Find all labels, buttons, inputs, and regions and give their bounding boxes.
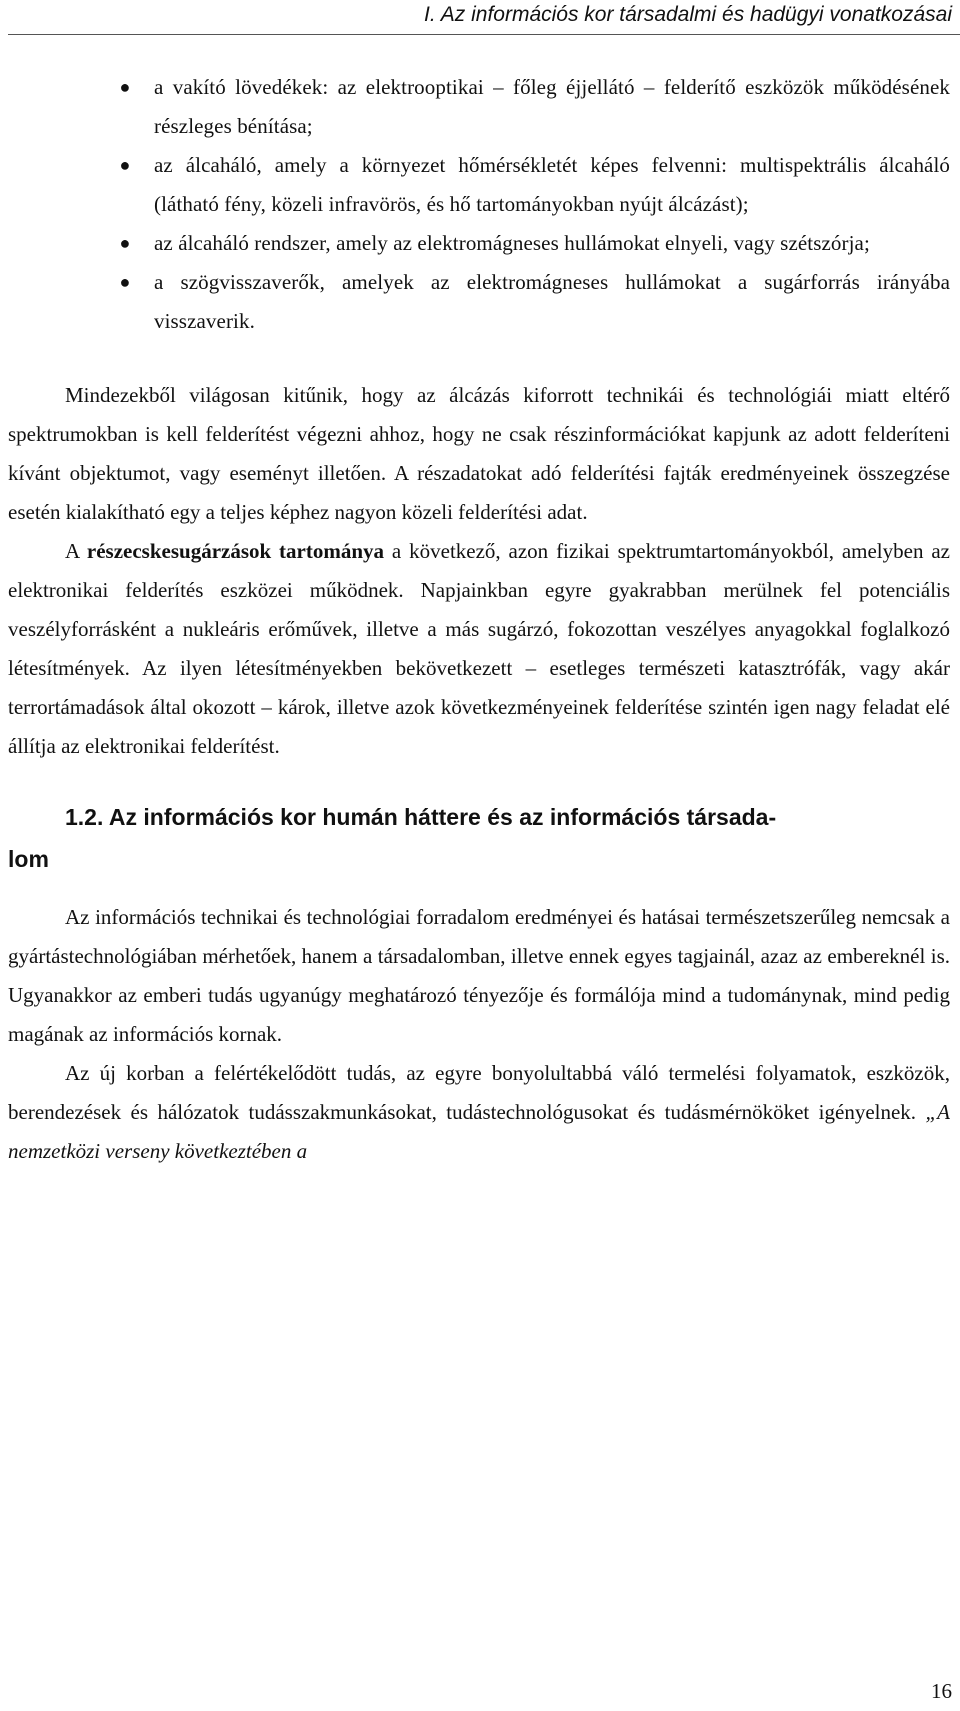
spacer [8,341,950,376]
header-divider [8,34,960,35]
bullet-icon: ● [119,233,131,253]
bullet-icon: ● [119,77,131,97]
list-item [119,224,950,263]
paragraph-text: a következő, azon fizikai spektrumtartományokból, amelyben az elektronikai felderítés eszközei működnek. Napjainkban egyre gyakrabban merülnek fel potenciális veszélyforrásként a nukleáris erőművek, illetve a más sugárzó, fokozottan veszélyes anyagokkal foglalkozó létesítmények. Az ilyen létesítményekben bekövetkezett – esetleges természeti katasztrófák, vagy akár terrortámadások által okozott – károk, illetve azok következményeinek felderítése szintén igen nagy feladat elé állítja az elektronikai felderítést. [8,539,950,758]
list-item-text: az álcaháló, amely a környezet hőmérsékletét képes felvenni: multispektrális álcaháló (látható fény, közeli infravörös, és hő tartományokban nyújt álcázást); [154,153,950,216]
bullet-icon: ● [119,272,131,292]
section-title: Az információs kor humán háttere és az információs társada- [108,804,777,830]
paragraph-text: A [65,539,87,563]
italic-quote: „A nemzetközi verseny következtében a [8,1100,950,1163]
list-item [119,146,950,224]
paragraph-revolution-effects: Az információs technikai és technológiai forradalom eredményei és hatásai természetszerűleg nemcsak a gyártástechnológiában mérhetőek, hanem a társadalomban, illetve ennek egyes tagjainál, azaz az embereknél is. Ugyanakkor az emberi tudás ugyanúgy meghatározó tényezője és formálója mind a tudománynak, mind pedig magának az információs kornak. [8,905,950,1046]
page-content [8,68,950,1171]
paragraph-particle-radiation [8,532,950,766]
bullet-icon: ● [119,155,131,175]
paragraph-camouflage-summary: Mindezekből világosan kitűnik, hogy az álcázás kiforrott technikái és technológiái miatt eltérő spektrumokban is kell felderítést végezni ahhoz, hogy ne csak részinformációkat kapjunk az adott felderíteni kívánt objektumot, vagy eseményt illetően. A részadatokat adó felderítési fajták eredményeinek összegzése esetén kialakítható egy a teljes képhez nagyon közeli felderítési adat. [8,383,950,524]
section-number: 1.2. [65,804,104,830]
section-heading [8,794,950,878]
paragraph-knowledge-workers [8,1054,950,1171]
list-item-text: a vakító lövedékek: az elektrooptikai – főleg éjjellátó – felderítő eszközök működésének részleges bénítása; [154,75,950,138]
list-item-text: a szögvisszaverők, amelyek az elektromágneses hullámokat a sugárforrás irányába visszaverik. [154,270,950,333]
list-item [119,263,950,341]
paragraph-text: Az új korban a felértékelődött tudás, az egyre bonyolultabbá váló termelési folyamatok, eszközök, berendezések és hálózatok tudásszakmunkásokat, tudástechnológusokat és tudásmérnököket igényelnek. [8,1061,950,1124]
running-header: I. Az információs kor társadalmi és hadügyi vonatkozásai [424,3,952,26]
page-number: 16 [931,1679,952,1703]
bold-term: részecskesugárzások tartománya [86,539,385,563]
list-item-text: az álcaháló rendszer, amely az elektromágneses hullámokat elnyeli, vagy szétszórja; [154,231,870,255]
list-item [119,68,950,146]
section-title-continuation: lom [8,846,49,872]
bullet-list [8,68,950,341]
